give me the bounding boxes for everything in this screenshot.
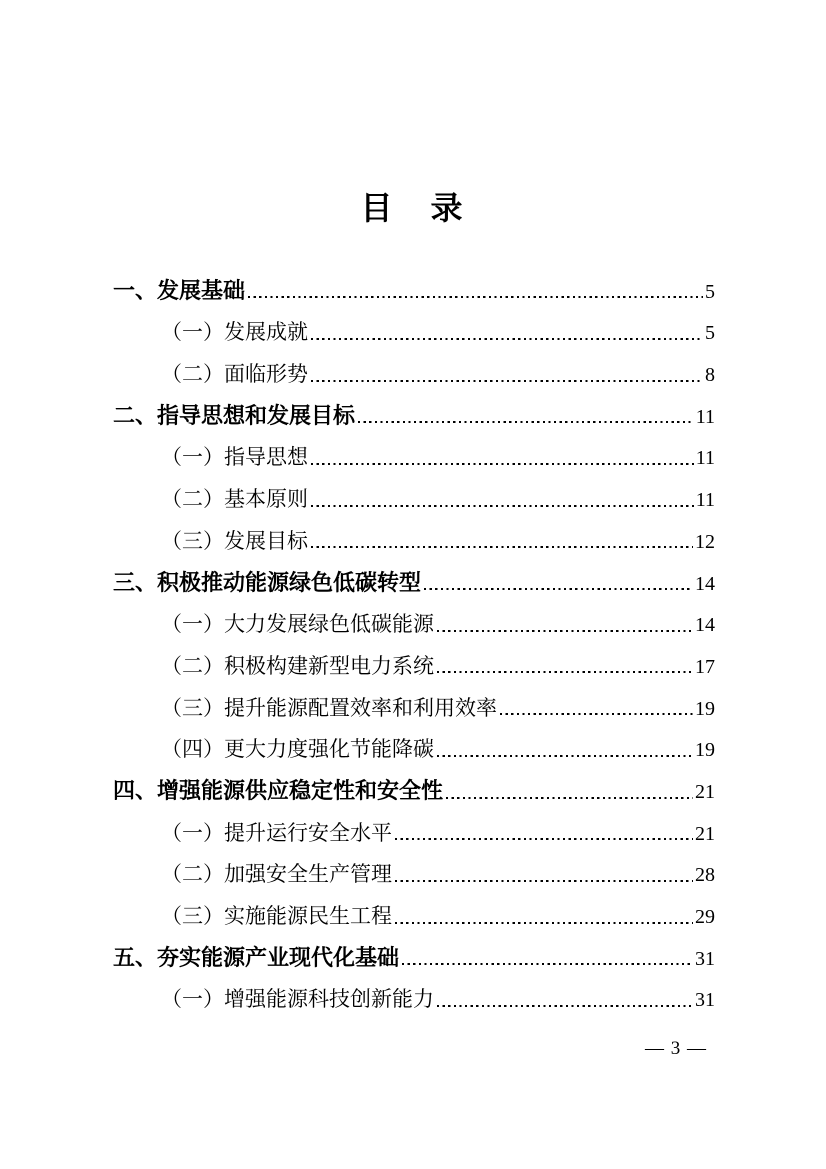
toc-leader-dots <box>311 462 694 465</box>
toc-leader-dots <box>437 671 693 674</box>
toc-list <box>113 262 715 1012</box>
toc-page-number: 28 <box>695 864 715 887</box>
toc-leader-dots <box>402 963 693 966</box>
toc-entry-label: （三）发展目标 <box>161 528 308 553</box>
toc-entry-label: （一）提升运行安全水平 <box>161 820 392 845</box>
toc-leader-dots <box>446 796 693 799</box>
toc-entry <box>113 971 715 1013</box>
toc-entry <box>113 721 715 763</box>
toc-page-number: 17 <box>695 655 715 678</box>
toc-entry <box>113 304 715 346</box>
toc-page-number: 11 <box>695 489 715 512</box>
toc-page-number: 5 <box>705 322 715 345</box>
toc-entry <box>113 429 715 471</box>
toc-entry <box>113 262 715 304</box>
toc-leader-dots <box>311 379 703 382</box>
toc-entry <box>113 470 715 512</box>
toc-page-number: 19 <box>695 697 715 720</box>
toc-entry-label: （一）指导思想 <box>161 445 308 470</box>
toc-leader-dots <box>437 1004 693 1007</box>
toc-entry-label: 一、发展基础 <box>113 277 246 303</box>
toc-entry <box>113 679 715 721</box>
toc-entry-label: （二）基本原则 <box>161 487 308 512</box>
toc-entry <box>113 637 715 679</box>
toc-entry-label: （三）实施能源民生工程 <box>161 904 392 928</box>
toc-page-number: 12 <box>695 530 715 553</box>
toc-entry-label: 五、夯实能源产业现代化基础 <box>113 944 400 970</box>
toc-entry-label: （一）发展成就 <box>161 320 308 345</box>
toc-leader-dots <box>311 546 693 549</box>
toc-page-number: 19 <box>695 739 715 762</box>
toc-page-number: 11 <box>695 405 715 428</box>
toc-entry-label: （一）大力发展绿色低碳能源 <box>161 612 434 637</box>
toc-leader-dots <box>500 713 693 716</box>
page-number-footer: — 3 — <box>645 1038 707 1059</box>
toc-leader-dots <box>437 754 693 757</box>
toc-entry <box>113 512 715 554</box>
toc-leader-dots <box>311 337 703 340</box>
toc-entry <box>113 804 715 846</box>
toc-page-number: 14 <box>695 572 715 595</box>
toc-page-number: 21 <box>695 822 715 845</box>
toc-leader-dots <box>395 921 693 924</box>
toc-entry <box>113 596 715 638</box>
toc-entry-label: （三）提升能源配置效率和利用效率 <box>161 695 497 720</box>
toc-entry-label: 二、指导思想和发展目标 <box>113 402 356 428</box>
toc-entry <box>113 887 715 929</box>
toc-leader-dots <box>311 504 694 507</box>
toc-entry-label: （二）加强安全生产管理 <box>161 862 392 887</box>
toc-page-number: 31 <box>695 989 715 1012</box>
toc-entry-label: （二）面临形势 <box>161 362 308 387</box>
toc-leader-dots <box>358 421 694 424</box>
toc-entry <box>113 554 715 596</box>
toc-leader-dots <box>424 588 693 591</box>
toc-entry <box>113 762 715 804</box>
toc-entry <box>113 846 715 888</box>
toc-page-number: 14 <box>695 614 715 637</box>
toc-leader-dots <box>437 629 693 632</box>
toc-title: 目 录 <box>360 190 466 226</box>
toc-page-number: 8 <box>705 364 715 387</box>
toc-entry-label: 四、增强能源供应稳定性和安全性 <box>113 777 444 803</box>
toc-leader-dots <box>395 838 693 841</box>
toc-page-number: 21 <box>695 780 715 803</box>
toc-page-number: 31 <box>695 947 715 970</box>
toc-page-number: 29 <box>695 906 715 928</box>
toc-entry <box>113 387 715 429</box>
toc-entry <box>113 345 715 387</box>
toc-entry-label: （四）更大力度强化节能降碳 <box>161 737 434 762</box>
toc-entry-label: （二）积极构建新型电力系统 <box>161 653 434 678</box>
toc-leader-dots <box>248 296 703 299</box>
toc-entry-label: （一）增强能源科技创新能力 <box>161 987 434 1012</box>
toc-leader-dots <box>395 879 693 882</box>
toc-entry <box>113 929 715 971</box>
toc-entry-label: 三、积极推动能源绿色低碳转型 <box>113 569 422 595</box>
toc-page-number: 11 <box>695 447 715 470</box>
toc-page-number: 5 <box>705 280 715 303</box>
